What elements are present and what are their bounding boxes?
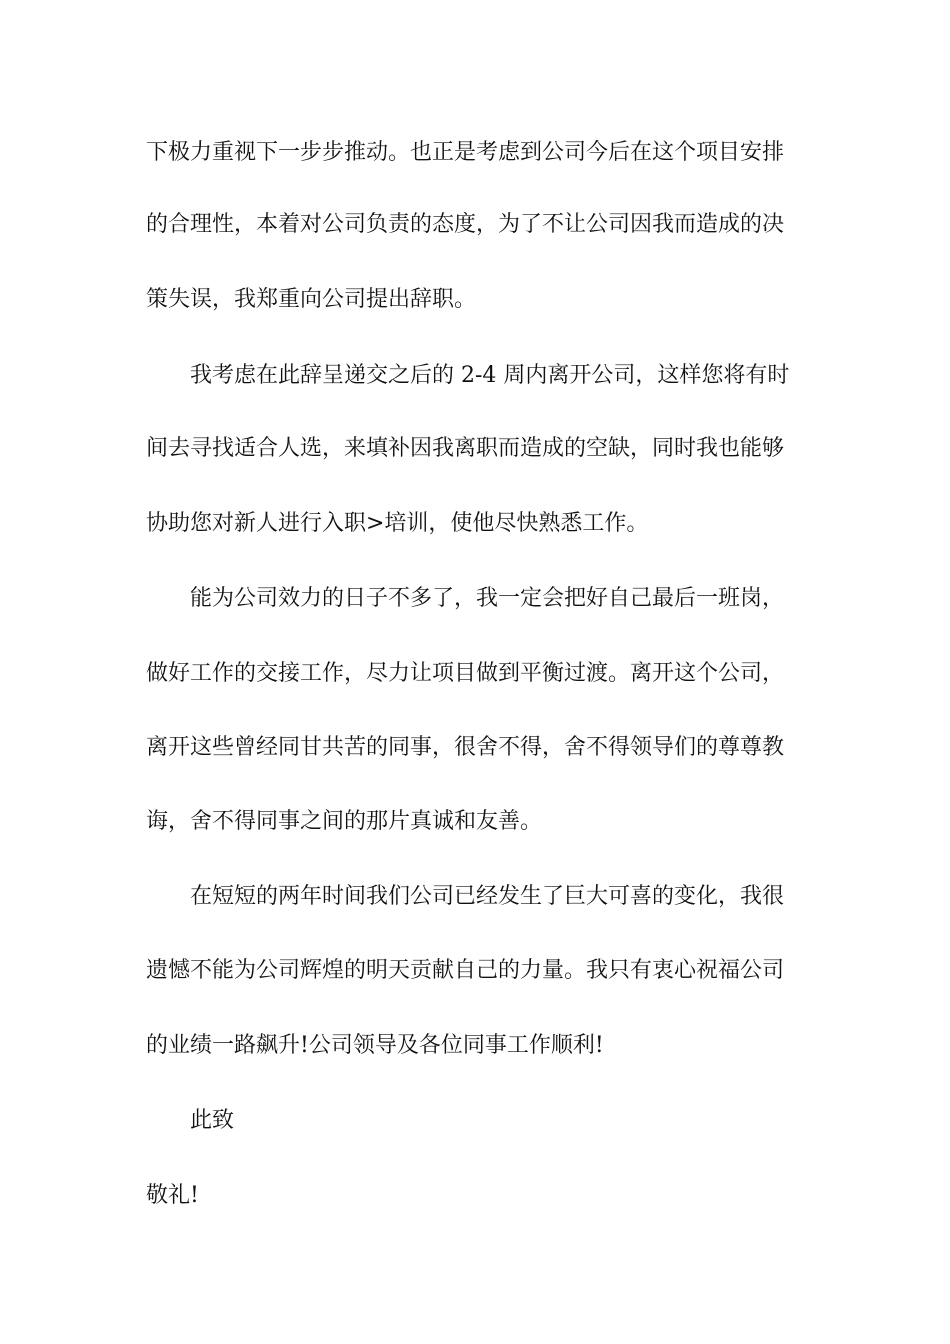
paragraph-line: 的业绩一路飙升!公司领导及各位同事工作顺利! — [146, 1033, 604, 1058]
paragraph-line: 间去寻找适合人选，来填补因我离职而造成的空缺，同时我也能够 — [146, 436, 785, 461]
paragraph-line: 离开这些曾经同甘共苦的同事，很舍不得，舍不得领导们的尊尊教 — [146, 735, 785, 760]
paragraph-line: 我考虑在此辞呈递交之后的 2-4 周内离开公司，这样您将有时 — [190, 363, 790, 388]
paragraph-line: 的合理性，本着对公司负责的态度，为了不让公司因我而造成的决 — [146, 212, 785, 237]
closing-regards: 敬礼! — [146, 1183, 199, 1208]
paragraph-line: 下极力重视下一步步推动。也正是考虑到公司今后在这个项目安排 — [146, 140, 785, 165]
paragraph-line: 协助您对新人进行入职>培训，使他尽快熟悉工作。 — [146, 511, 649, 536]
paragraph-line: 诲，舍不得同事之间的那片真诚和友善。 — [146, 809, 543, 834]
paragraph-line: 策失误，我郑重向公司提出辞职。 — [146, 287, 477, 312]
paragraph-line: 能为公司效力的日子不多了，我一定会把好自己最后一班岗， — [190, 586, 785, 611]
paragraph-line: 遗憾不能为公司辉煌的明天贡献自己的力量。我只有衷心祝福公司 — [146, 958, 785, 983]
paragraph-line: 做好工作的交接工作，尽力让项目做到平衡过渡。离开这个公司， — [146, 661, 785, 686]
closing-salutation: 此致 — [190, 1108, 235, 1133]
paragraph-line: 在短短的两年时间我们公司已经发生了巨大可喜的变化，我很 — [190, 884, 785, 909]
